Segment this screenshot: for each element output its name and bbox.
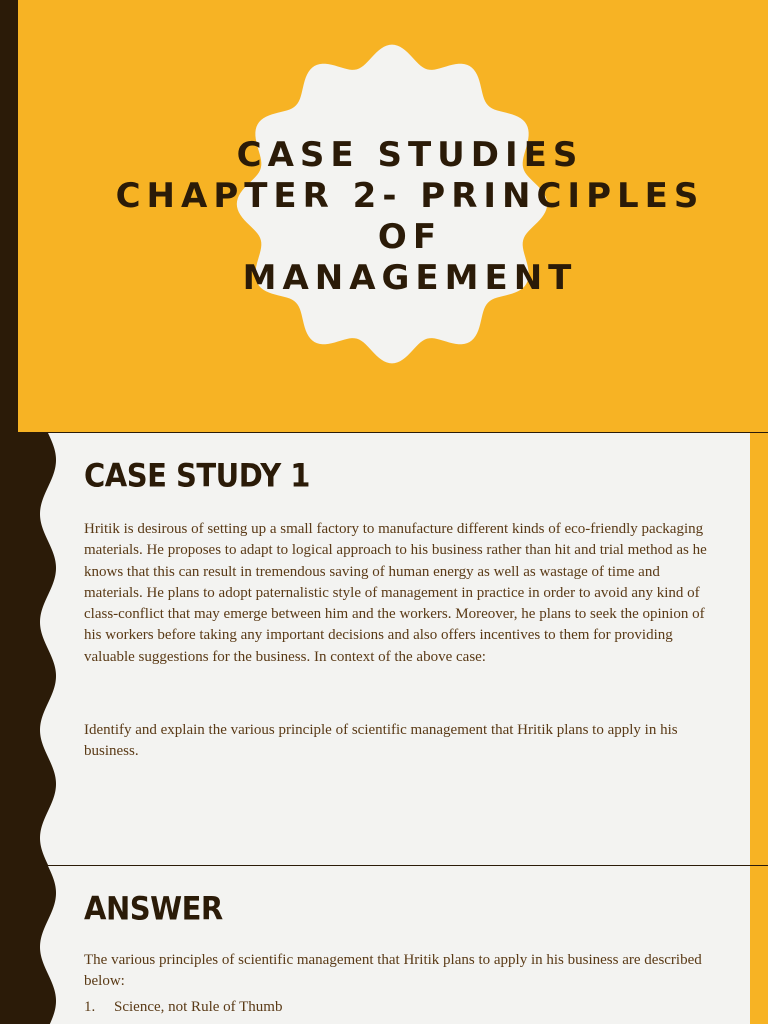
wavy-left-border xyxy=(0,866,60,1024)
list-item-text: Science, not Rule of Thumb xyxy=(114,999,283,1015)
wavy-left-border xyxy=(0,433,60,865)
answer-intro: The various principles of scientific management that Hritik plans to apply in his business are described below: xyxy=(84,952,702,990)
answer-list-item xyxy=(84,997,282,1018)
case-study-paragraph: Hritik is desirous of setting up a small factory to manufacture different kinds of eco-friendly packaging materials. He proposes to adapt to logical approach to his business rather than hit and trial method as he knows that this can result in tremendous saving of human energy as well as wastage of time and materials. He plans to adopt paternalistic style of management in practice in order to avoid any kind of class-conflict that may emerge between him and the workers. Moreover, he plans to seek the opinion of his workers before taking any important decisions and also offers incentives to them for providing valuable suggestions for the business. In context of the above case: xyxy=(84,521,707,665)
answer-heading: ANSWER xyxy=(84,890,223,928)
case-study-slide xyxy=(0,433,768,865)
title-line-3: MANAGEMENT xyxy=(242,258,578,298)
answer-slide xyxy=(0,866,768,1024)
title-line-1: CASE STUDIES xyxy=(236,135,584,175)
title-slide xyxy=(0,0,768,432)
list-item-number: 1. xyxy=(84,999,96,1015)
presentation-title xyxy=(100,135,720,299)
right-accent-strip xyxy=(750,433,768,865)
case-study-question: Identify and explain the various principle of scientific management that Hritik plans to apply in his business. xyxy=(84,722,678,760)
case-study-heading: CASE STUDY 1 xyxy=(84,457,310,495)
right-accent-strip xyxy=(750,866,768,1024)
title-slide-left-bar xyxy=(0,0,18,432)
title-line-2: CHAPTER 2- PRINCIPLES OF xyxy=(115,176,705,257)
